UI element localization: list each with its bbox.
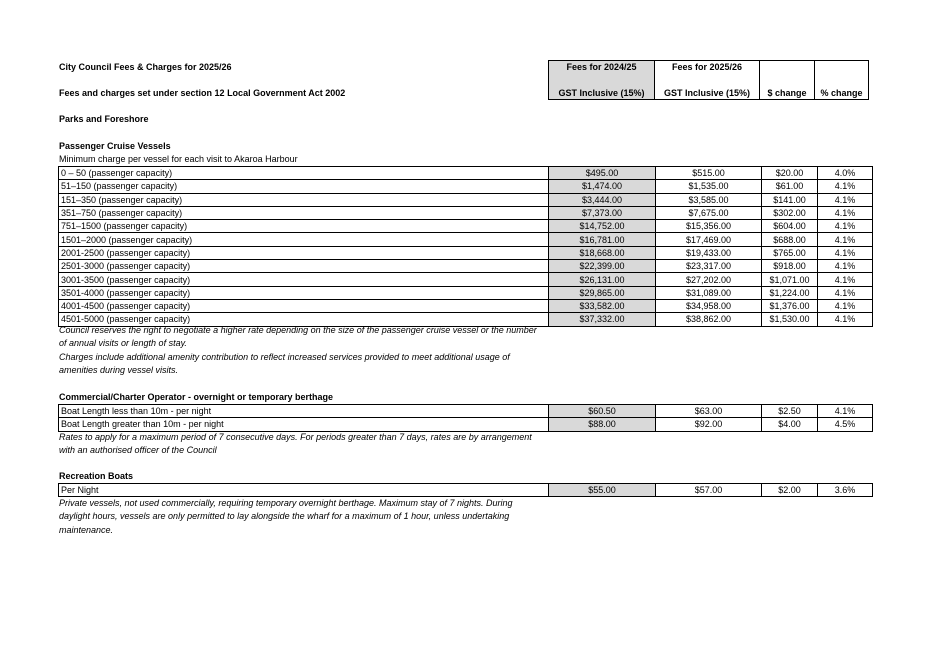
percent-change: 4.1% [818,233,873,246]
table-row [59,260,873,273]
cruise-fees-table [58,166,873,327]
fee-label: 151–350 (passenger capacity) [59,193,549,206]
percent-change: 4.1% [818,313,873,326]
fee-2025-26: $38,862.00 [656,313,762,326]
commercial-note [59,431,549,458]
fee-2024-25: $495.00 [549,167,656,180]
fee-2024-25: $29,865.00 [549,286,656,299]
dollar-change: $688.00 [762,233,818,246]
fee-2025-26: $57.00 [656,484,762,497]
dollar-change: $20.00 [762,167,818,180]
dollar-change: $302.00 [762,206,818,219]
cruise-note-1-line-1: Council reserves the right to negotiate a higher rate depending on the size of the passenger cruise vessel or the number [59,325,537,335]
percent-change: 4.1% [818,299,873,312]
dollar-change: $1,071.00 [762,273,818,286]
fee-label: 1501–2000 (passenger capacity) [59,233,549,246]
recreation-note [59,497,549,537]
dollar-change: $765.00 [762,246,818,259]
fee-2024-25: $88.00 [549,418,656,431]
dollar-change: $61.00 [762,180,818,193]
commercial-heading: Commercial/Charter Operator - overnight or temporary berthage [59,392,334,402]
fee-2025-26: $3,585.00 [656,193,762,206]
fee-2024-25: $1,474.00 [549,180,656,193]
fee-2024-25: $18,668.00 [549,246,656,259]
dollar-change: $1,224.00 [762,286,818,299]
fee-2025-26: $7,675.00 [656,206,762,219]
table-row [59,233,873,246]
table-row [59,180,873,193]
dollar-change: $1,530.00 [762,313,818,326]
fee-label: Boat Length less than 10m - per night [59,405,549,418]
cruise-note-1-line-2: of annual visits or length of stay. [59,338,187,349]
cruise-note-1 [59,324,549,351]
fee-2024-25: $33,582.00 [549,299,656,312]
dollar-change: $604.00 [762,220,818,233]
fee-label: 3501-4000 (passenger capacity) [59,286,549,299]
fee-label: Per Night [59,484,549,497]
percent-change: 4.1% [818,193,873,206]
fee-2024-25: $37,332.00 [549,313,656,326]
commercial-fees-table [58,404,873,432]
table-row [59,286,873,299]
fee-2024-25: $7,373.00 [549,206,656,219]
percent-change: 4.1% [818,286,873,299]
recreation-heading: Recreation Boats [59,471,134,481]
percent-change: 4.1% [818,246,873,259]
cruise-note-2-line-2: amenities during vessel visits. [59,365,179,376]
table-row [59,299,873,312]
fee-2025-26: $19,433.00 [656,246,762,259]
fee-2025-26: $15,356.00 [656,220,762,233]
table-row [59,484,873,497]
col-gst-curr: GST Inclusive (15%) [663,88,751,98]
fee-label: Boat Length greater than 10m - per night [59,418,549,431]
col-fees-curr: Fees for 2025/26 [671,62,743,72]
fee-label: 3001-3500 (passenger capacity) [59,273,549,286]
table-row [59,206,873,219]
table-row [59,405,873,418]
commercial-note-line-1: Rates to apply for a maximum period of 7 consecutive days. For periods greater than 7 days, rates are by arrangement [59,432,532,442]
dollar-change: $918.00 [762,260,818,273]
table-row [59,220,873,233]
document-title: City Council Fees & Charges for 2025/26 [59,62,232,72]
recreation-fees-table [58,483,873,497]
fee-2025-26: $31,089.00 [656,286,762,299]
recreation-note-line-1: Private vessels, not used commercially, requiring temporary overnight berthage. Maximum stay of 7 nights. During [59,498,513,508]
dollar-change: $2.50 [762,405,818,418]
fee-2024-25: $26,131.00 [549,273,656,286]
fee-2024-25: $16,781.00 [549,233,656,246]
fee-2025-26: $92.00 [656,418,762,431]
fee-label: 4501-5000 (passenger capacity) [59,313,549,326]
fee-2025-26: $1,535.00 [656,180,762,193]
fee-2024-25: $60.50 [549,405,656,418]
fee-2025-26: $27,202.00 [656,273,762,286]
cruise-note-2 [59,351,549,378]
percent-change: 4.1% [818,206,873,219]
table-row [59,273,873,286]
fee-2025-26: $63.00 [656,405,762,418]
table-row [59,246,873,259]
cruise-heading: Passenger Cruise Vessels [59,141,171,151]
col-gst-prev: GST Inclusive (15%) [558,88,645,98]
recreation-note-line-2: daylight hours, vessels are only permitted to lay alongside the wharf for a maximum of 1 hour, unless undertaking [59,511,510,522]
fee-2025-26: $23,317.00 [656,260,762,273]
dollar-change: $4.00 [762,418,818,431]
col-dollar-change: $ change [767,88,807,98]
percent-change: 4.1% [818,273,873,286]
fee-label: 2501-3000 (passenger capacity) [59,260,549,273]
percent-change: 4.5% [818,418,873,431]
table-row [59,193,873,206]
document-subtitle: Fees and charges set under section 12 Local Government Act 2002 [59,88,346,98]
fee-label: 51–150 (passenger capacity) [59,180,549,193]
fee-label: 751–1500 (passenger capacity) [59,220,549,233]
col-fees-prev: Fees for 2024/25 [566,62,637,72]
dollar-change: $141.00 [762,193,818,206]
dollar-change: $2.00 [762,484,818,497]
fee-2024-25: $22,399.00 [549,260,656,273]
fee-2025-26: $515.00 [656,167,762,180]
fee-label: 351–750 (passenger capacity) [59,206,549,219]
fee-2024-25: $55.00 [549,484,656,497]
percent-change: 4.1% [818,180,873,193]
fee-2025-26: $17,469.00 [656,233,762,246]
fee-label: 4001-4500 (passenger capacity) [59,299,549,312]
table-row [59,167,873,180]
fee-label: 0 – 50 (passenger capacity) [59,167,549,180]
fee-2024-25: $3,444.00 [549,193,656,206]
percent-change: 4.1% [818,260,873,273]
commercial-note-line-2: with an authorised officer of the Council [59,445,217,456]
percent-change: 4.0% [818,167,873,180]
cruise-subheading: Minimum charge per vessel for each visit to Akaroa Harbour [59,154,298,164]
cruise-note-2-line-1: Charges include additional amenity contribution to reflect increased services provided to meet additional usage of [59,352,510,362]
fee-2024-25: $14,752.00 [549,220,656,233]
fee-2025-26: $34,958.00 [656,299,762,312]
percent-change: 4.1% [818,405,873,418]
fee-label: 2001-2500 (passenger capacity) [59,246,549,259]
percent-change: 3.6% [818,484,873,497]
section-heading: Parks and Foreshore [59,114,149,124]
table-row [59,418,873,431]
dollar-change: $1,376.00 [762,299,818,312]
percent-change: 4.1% [818,220,873,233]
col-pct-change: % change [820,88,863,98]
recreation-note-line-3: maintenance. [59,524,114,535]
